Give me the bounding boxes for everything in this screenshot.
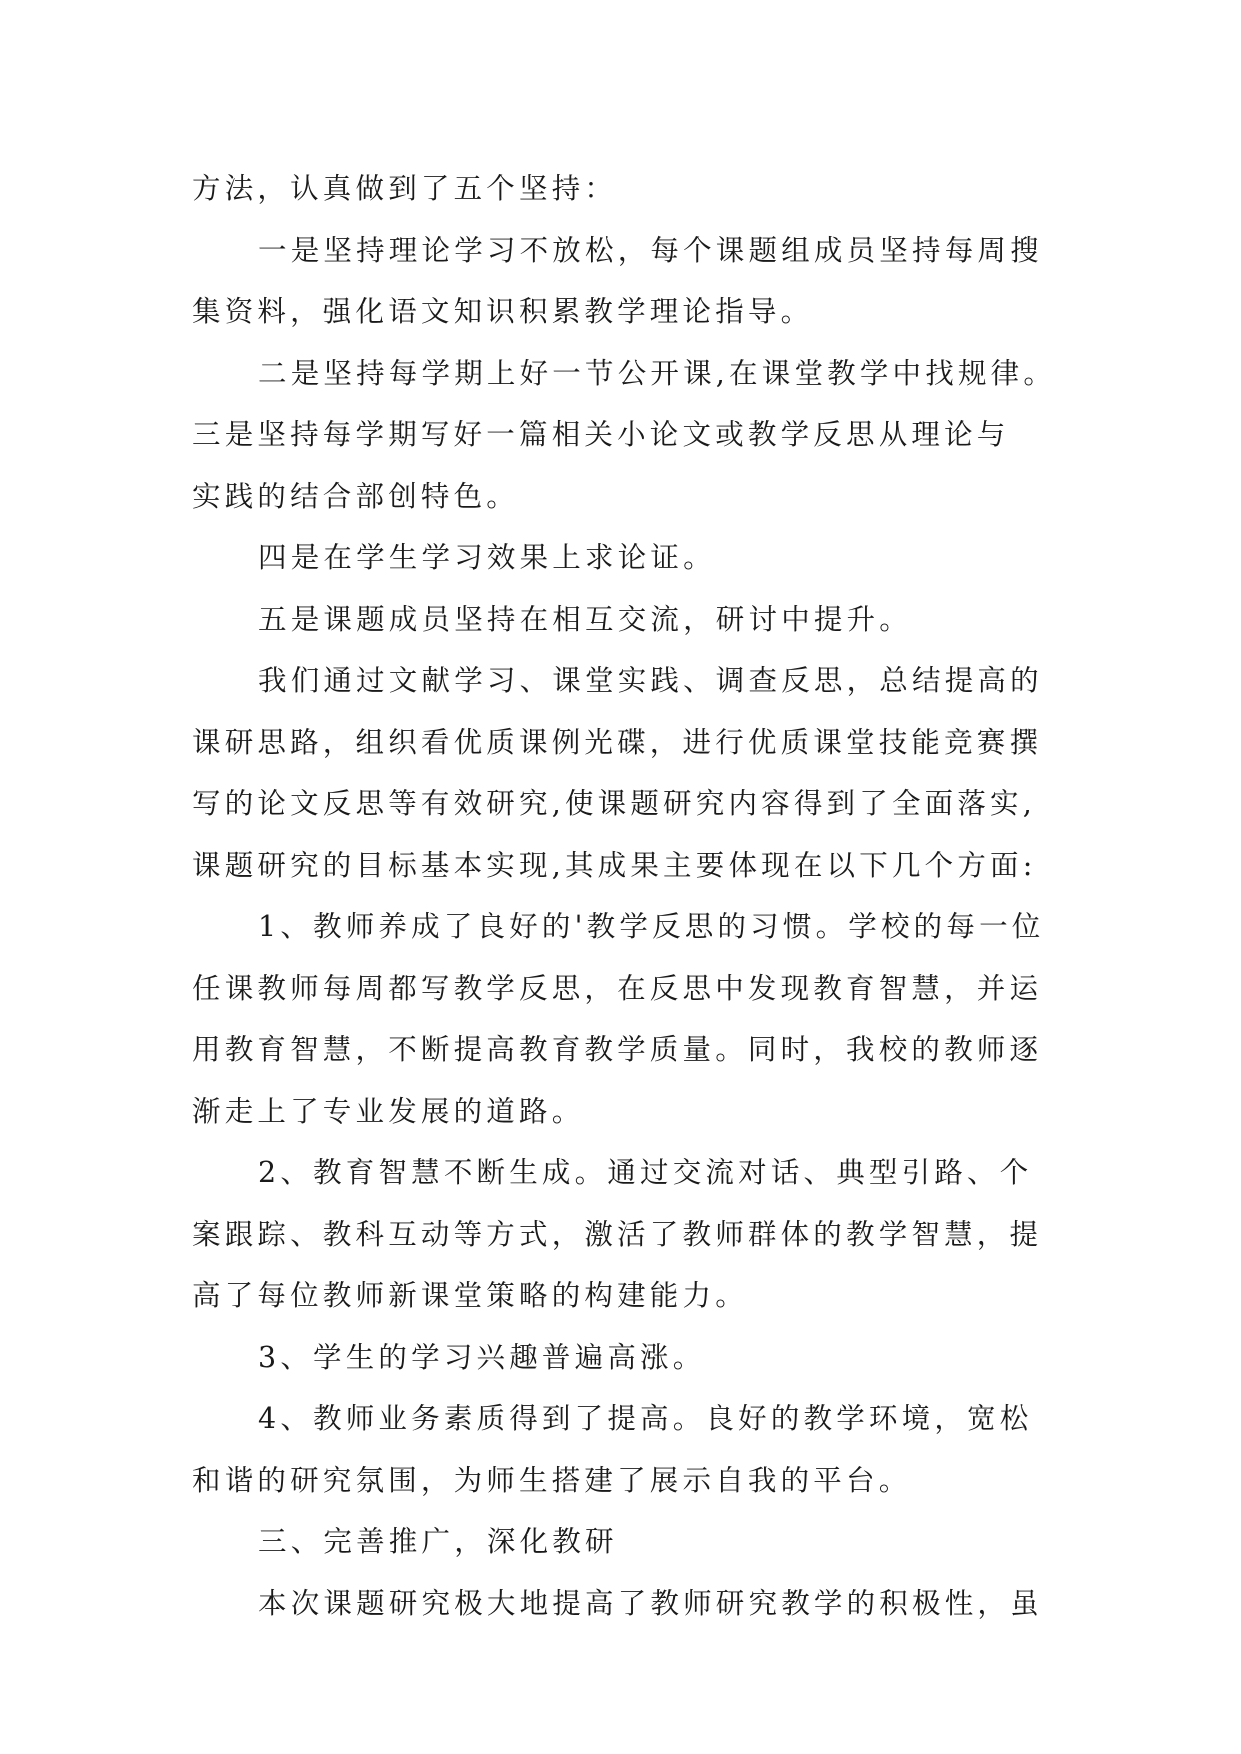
text-line: 3、学生的学习兴趣普遍高涨。 [258,1340,706,1374]
text-line: 四是在学生学习效果上求论证。 [258,541,716,574]
text-line: 和谐的研究氛围，为师生搭建了展示自我的平台。 [192,1463,912,1497]
text-line: 案跟踪、教科互动等方式，激活了教师群体的教学智慧，提 [192,1217,1043,1251]
text-line: 高了每位教师新课堂策略的构建能力。 [192,1279,748,1312]
body-text [192,158,1057,1634]
text-line: 二是坚持每学期上好一节公开课,在课堂教学中找规律。 [258,356,1057,390]
text-line: 渐走上了专业发展的道路。 [192,1094,585,1128]
text-line: 2、教育智慧不断生成。通过交流对话、典型引路、个 [258,1156,1033,1189]
text-line: 任课教师每周都写教学反思，在反思中发现教育智慧，并运 [192,971,1043,1005]
text-line: 1、教师养成了良好的'教学反思的习惯。学校的每一位 [258,910,1045,943]
text-line: 课研思路，组织看优质课例光碟，进行优质课堂技能竞赛撰 [192,725,1043,759]
text-line: 集资料，强化语文知识积累教学理论指导。 [192,295,814,328]
text-line: 五是课题成员坚持在相互交流，研讨中提升。 [258,602,913,636]
text-line: 三、完善推广，深化教研 [258,1525,618,1558]
text-line: 4、教师业务素质得到了提高。良好的教学环境，宽松 [258,1402,1033,1435]
text-line: 课题研究的目标基本实现,其成果主要体现在以下几个方面: [192,848,1037,882]
text-line: 本次课题研究极大地提高了教师研究教学的积极性，虽 [258,1586,1043,1620]
text-line: 三是坚持每学期写好一篇相关小论文或教学反思从理论与 [192,418,1010,451]
text-line: 写的论文反思等有效研究,使课题研究内容得到了全面落实, [192,787,1037,820]
text-line: 一是坚持理论学习不放松，每个课题组成员坚持每周搜 [258,233,1043,267]
text-line: 实践的结合部创特色。 [192,479,520,513]
text-line: 方法，认真做到了五个坚持： [192,172,618,205]
text-line: 用教育智慧，不断提高教育教学质量。同时，我校的教师逐 [192,1033,1043,1066]
text-line: 我们通过文献学习、课堂实践、调查反思，总结提高的 [258,664,1043,697]
